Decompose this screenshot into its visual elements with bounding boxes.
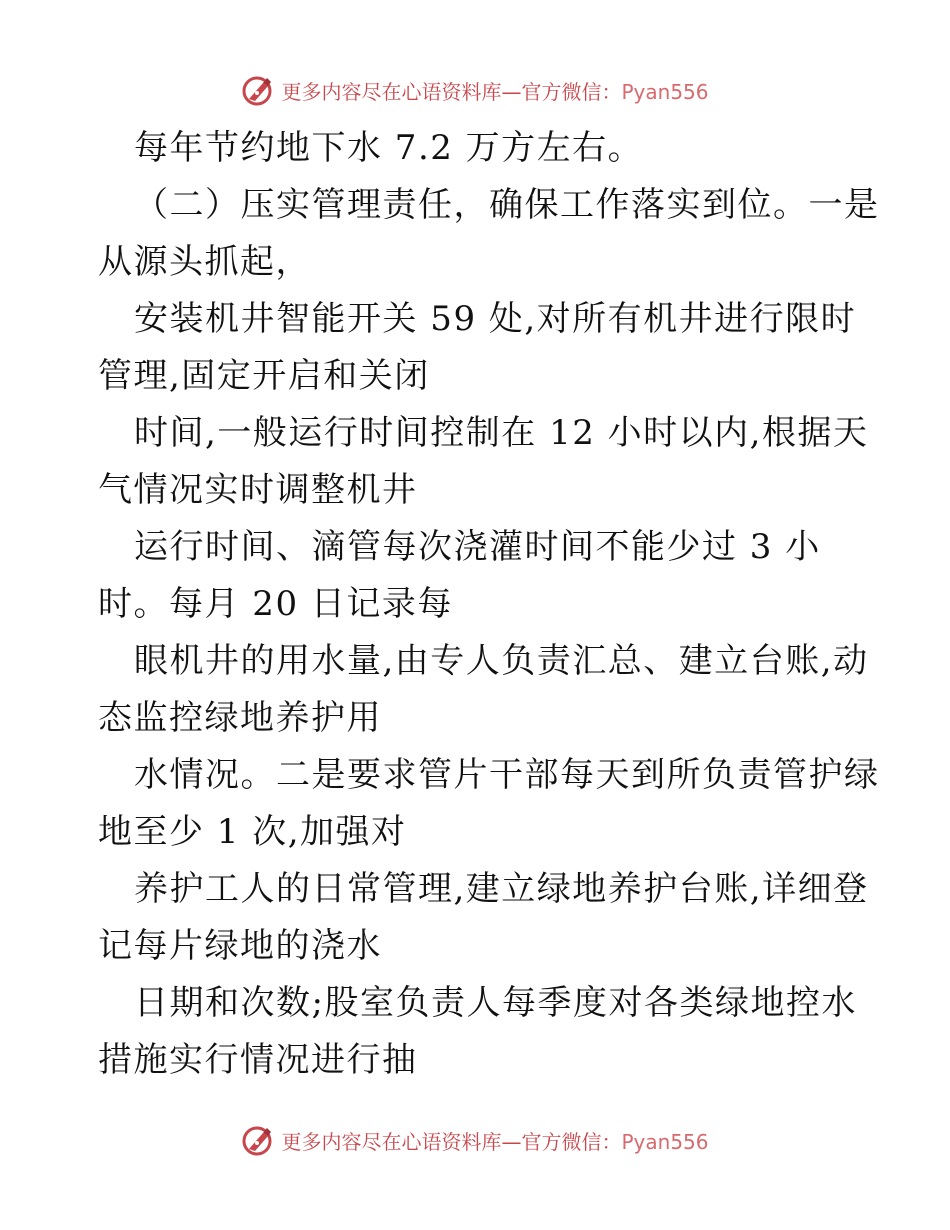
watermark-text: 更多内容尽在心语资料库—官方微信：Pyan556: [281, 1129, 709, 1154]
text-line: 日期和次数;股室负责人每季度对各类绿地控水: [134, 983, 857, 1023]
watermark-text: 更多内容尽在心语资料库—官方微信：Pyan556: [281, 79, 709, 104]
text-line: 养护工人的日常管理,建立绿地养护台账,详细登: [134, 869, 869, 909]
text-line: 记每片绿地的浇水: [98, 926, 382, 966]
text-line: 眼机井的用水量,由专人负责汇总、建立台账,动: [134, 641, 869, 681]
text-line: 时。每月 20 日记录每: [98, 584, 453, 624]
text-line: 态监控绿地养护用: [98, 698, 382, 738]
pen-nib-seal-icon: [241, 1123, 275, 1157]
text-line: 从源头抓起，: [98, 242, 311, 282]
text-line: 安装机井智能开关 59 处,对所有机井进行限时: [134, 299, 857, 339]
header-watermark: [0, 70, 950, 110]
footer-watermark: [0, 1120, 950, 1160]
text-line: 地至少 1 次,加强对: [98, 812, 407, 852]
text-line: 时间,一般运行时间控制在 12 小时以内,根据天: [134, 413, 869, 453]
watermark-wechat-id: Pyan556: [621, 79, 709, 104]
text-line: 每年节约地下水 7.2 万方左右。: [134, 128, 644, 168]
watermark-wechat-id: Pyan556: [621, 1129, 709, 1154]
text-line: 运行时间、滴管每次浇灌时间不能少过 3 小: [134, 527, 821, 567]
text-line: （二）压实管理责任，确保工作落实到位。一是: [134, 185, 880, 225]
text-line: 水情况。二是要求管片干部每天到所负责管护绿: [134, 755, 880, 795]
document-body: [98, 120, 880, 1089]
text-line: 气情况实时调整机井: [98, 470, 418, 510]
text-line: 措施实行情况进行抽: [98, 1040, 418, 1080]
pen-nib-seal-icon: [241, 73, 275, 107]
text-line: 管理,固定开启和关闭: [98, 356, 430, 396]
